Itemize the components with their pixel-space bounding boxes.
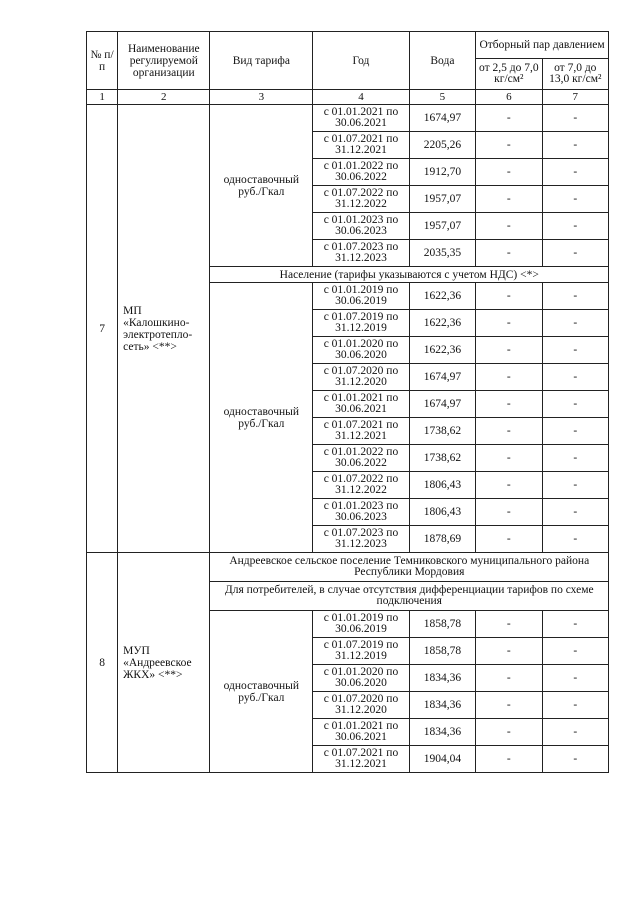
water-value: 1738,62 <box>409 418 475 445</box>
header-org: Наименование регулируемой организации <box>118 32 210 90</box>
org-name-7: МП «Калошкино-электротепло-сеть» <**> <box>118 105 210 553</box>
settlement-title: Андреевское сельское поселение Темниковского муниципального района Республики Мордовия <box>210 553 609 582</box>
row-num-8: 8 <box>87 553 118 773</box>
water-value: 1858,78 <box>409 611 475 638</box>
period-cell: с 01.01.2023 по 30.06.2023 <box>313 213 410 240</box>
steam-b-value: - <box>542 391 608 418</box>
steam-a-value: - <box>476 526 542 553</box>
steam-a-value: - <box>476 499 542 526</box>
water-value: 1674,97 <box>409 105 475 132</box>
tariff-type-7b: одноставочный руб./Гкал <box>210 283 313 553</box>
steam-b-value: - <box>542 611 608 638</box>
period-cell: с 01.07.2019 по 31.12.2019 <box>313 310 410 337</box>
steam-b-value: - <box>542 240 608 267</box>
period-cell: с 01.07.2021 по 31.12.2021 <box>313 746 410 773</box>
period-cell: с 01.01.2022 по 30.06.2022 <box>313 159 410 186</box>
period-cell: с 01.01.2019 по 30.06.2019 <box>313 283 410 310</box>
steam-b-value: - <box>542 105 608 132</box>
header-steam-b: от 7,0 до 13,0 кг/см² <box>542 59 608 90</box>
period-cell: с 01.01.2021 по 30.06.2021 <box>313 105 410 132</box>
water-value: 1957,07 <box>409 213 475 240</box>
steam-a-value: - <box>476 719 542 746</box>
steam-b-value: - <box>542 472 608 499</box>
steam-b-value: - <box>542 310 608 337</box>
steam-a-value: - <box>476 240 542 267</box>
steam-b-value: - <box>542 132 608 159</box>
steam-b-value: - <box>542 337 608 364</box>
org-name-8: МУП «Андреевское ЖКХ» <**> <box>118 553 210 773</box>
period-cell: с 01.07.2023 по 31.12.2023 <box>313 526 410 553</box>
col-num-6: 6 <box>476 90 542 105</box>
water-value: 1912,70 <box>409 159 475 186</box>
period-cell: с 01.07.2019 по 31.12.2019 <box>313 638 410 665</box>
period-cell: с 01.07.2020 по 31.12.2020 <box>313 364 410 391</box>
steam-a-value: - <box>476 159 542 186</box>
steam-b-value: - <box>542 692 608 719</box>
water-value: 1674,97 <box>409 364 475 391</box>
steam-b-value: - <box>542 746 608 773</box>
tariff-table <box>86 31 609 773</box>
water-value: 1834,36 <box>409 665 475 692</box>
period-cell: с 01.07.2020 по 31.12.2020 <box>313 692 410 719</box>
steam-a-value: - <box>476 213 542 240</box>
header-year: Год <box>313 32 410 90</box>
col-num-2: 2 <box>118 90 210 105</box>
steam-a-value: - <box>476 364 542 391</box>
water-value: 1674,97 <box>409 391 475 418</box>
tariff-type-7a: одноставочный руб./Гкал <box>210 105 313 267</box>
header-num: № п/п <box>87 32 118 90</box>
period-cell: с 01.07.2023 по 31.12.2023 <box>313 240 410 267</box>
water-value: 1622,36 <box>409 337 475 364</box>
steam-a-value: - <box>476 105 542 132</box>
header-steam: Отборный пар давлением <box>476 32 609 59</box>
period-cell: с 01.01.2021 по 30.06.2021 <box>313 719 410 746</box>
water-value: 1834,36 <box>409 719 475 746</box>
period-cell: с 01.07.2022 по 31.12.2022 <box>313 472 410 499</box>
steam-b-value: - <box>542 186 608 213</box>
steam-b-value: - <box>542 213 608 240</box>
steam-b-value: - <box>542 283 608 310</box>
steam-a-value: - <box>476 665 542 692</box>
steam-a-value: - <box>476 310 542 337</box>
period-cell: с 01.01.2019 по 30.06.2019 <box>313 611 410 638</box>
water-value: 1834,36 <box>409 692 475 719</box>
col-num-7: 7 <box>542 90 608 105</box>
water-value: 1858,78 <box>409 638 475 665</box>
water-value: 1904,04 <box>409 746 475 773</box>
water-value: 1878,69 <box>409 526 475 553</box>
header-steam-a: от 2,5 до 7,0 кг/см² <box>476 59 542 90</box>
period-cell: с 01.07.2021 по 31.12.2021 <box>313 418 410 445</box>
steam-a-value: - <box>476 418 542 445</box>
steam-a-value: - <box>476 186 542 213</box>
col-num-3: 3 <box>210 90 313 105</box>
steam-b-value: - <box>542 445 608 472</box>
population-note: Население (тарифы указываются с учетом НДС) <*> <box>210 267 609 283</box>
water-value: 1738,62 <box>409 445 475 472</box>
period-cell: с 01.01.2023 по 30.06.2023 <box>313 499 410 526</box>
period-cell: с 01.01.2021 по 30.06.2021 <box>313 391 410 418</box>
steam-a-value: - <box>476 472 542 499</box>
steam-a-value: - <box>476 638 542 665</box>
steam-b-value: - <box>542 719 608 746</box>
period-cell: с 01.07.2021 по 31.12.2021 <box>313 132 410 159</box>
col-num-4: 4 <box>313 90 410 105</box>
water-value: 2035,35 <box>409 240 475 267</box>
tariff-type-8: одноставочный руб./Гкал <box>210 611 313 773</box>
steam-a-value: - <box>476 391 542 418</box>
steam-a-value: - <box>476 337 542 364</box>
steam-a-value: - <box>476 692 542 719</box>
steam-b-value: - <box>542 159 608 186</box>
header-water: Вода <box>409 32 475 90</box>
consumers-note: Для потребителей, в случае отсутствия дифференциации тарифов по схеме подключения <box>210 582 609 611</box>
period-cell: с 01.01.2022 по 30.06.2022 <box>313 445 410 472</box>
period-cell: с 01.01.2020 по 30.06.2020 <box>313 337 410 364</box>
steam-a-value: - <box>476 746 542 773</box>
steam-b-value: - <box>542 418 608 445</box>
steam-a-value: - <box>476 283 542 310</box>
col-num-5: 5 <box>409 90 475 105</box>
water-value: 1806,43 <box>409 472 475 499</box>
steam-b-value: - <box>542 526 608 553</box>
steam-b-value: - <box>542 364 608 391</box>
steam-a-value: - <box>476 132 542 159</box>
water-value: 1622,36 <box>409 283 475 310</box>
period-cell: с 01.01.2020 по 30.06.2020 <box>313 665 410 692</box>
header-tariff-type: Вид тарифа <box>210 32 313 90</box>
period-cell: с 01.07.2022 по 31.12.2022 <box>313 186 410 213</box>
steam-b-value: - <box>542 499 608 526</box>
col-num-1: 1 <box>87 90 118 105</box>
steam-a-value: - <box>476 445 542 472</box>
water-value: 2205,26 <box>409 132 475 159</box>
steam-b-value: - <box>542 638 608 665</box>
steam-b-value: - <box>542 665 608 692</box>
row-num-7: 7 <box>87 105 118 553</box>
water-value: 1622,36 <box>409 310 475 337</box>
water-value: 1806,43 <box>409 499 475 526</box>
steam-a-value: - <box>476 611 542 638</box>
water-value: 1957,07 <box>409 186 475 213</box>
